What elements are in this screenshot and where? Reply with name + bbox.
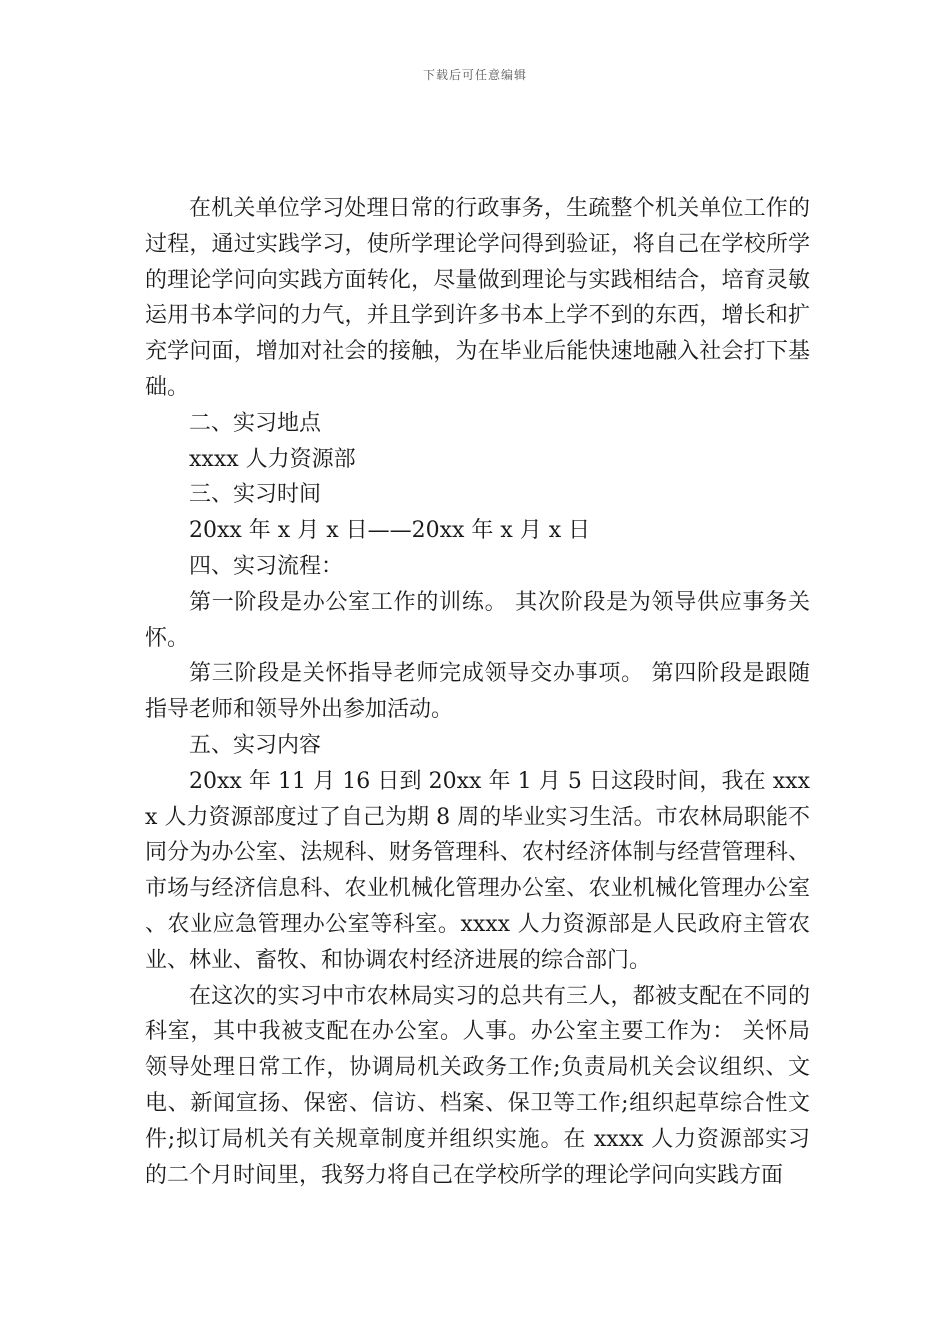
heading-internship-location: 二、实习地点: [189, 410, 322, 436]
paragraph-process-stage-3-4: 第三阶段是关怀指导老师完成领导交办事项。 第四阶段是跟随指导老师和领导外出参加活动。: [145, 661, 810, 723]
heading-internship-process: 四、实习流程：: [189, 553, 344, 579]
paragraph-content-details: 在这次的实习中市农林局实习的总共有三人，都被支配在不同的科室，其中我被支配在办公室。人事。办公室主要工作为： 关怀局领导处理日常工作，协调局机关政务工作;负责局机关会议组织、文电、新闻宣扬、保密、信访、档案、保卫等工作;组织起草综合性文件;拟订局机关有关规章制度并组织实施。在 xxxx 人力资源部实习的二个月时间里，我努力将自己在学校所学的理论学问向实践方面: [145, 983, 810, 1188]
paragraph-intro: 在机关单位学习处理日常的行政事务，生疏整个机关单位工作的过程，通过实践学习，使所学理论学问得到验证，将自己在学校所学的理论学问向实践方面转化，尽量做到理论与实践相结合，培育灵敏运用书本学问的力气，并且学到许多书本上学不到的东西，增长和扩充学问面，增加对社会的接触，为在毕业后能快速地融入社会打下基础。: [145, 196, 810, 400]
paragraph-content-overview: 20xx 年 11 月 16 日到 20xx 年 1 月 5 日这段时间，我在 xxxx 人力资源部度过了自己为期 8 周的毕业实习生活。市农林局职能不同分为办公室、法规科、财务管理科、农村经济体制与经营管理科、市场与经济信息科、农业机械化管理办公室、农业机械化管理办公室 、农业应急管理办公室等科室。xxxx 人力资源部是人民政府主管农业、林业、畜牧、和协调农村经济进展的综合部门。: [145, 768, 810, 973]
paragraph-process-stage-1-2: 第一阶段是办公室工作的训练。 其次阶段是为领导供应事务关怀。: [145, 589, 810, 651]
page-header-note: 下载后可任意编辑: [422, 68, 527, 82]
heading-internship-content: 五、实习内容: [189, 732, 322, 758]
internship-location-value: xxxx 人力资源部: [189, 446, 356, 472]
heading-internship-time: 三、实习时间: [189, 482, 322, 508]
internship-time-value: 20xx 年 x 月 x 日——20xx 年 x 月 x 日: [189, 518, 591, 544]
document-body: [145, 191, 810, 1193]
